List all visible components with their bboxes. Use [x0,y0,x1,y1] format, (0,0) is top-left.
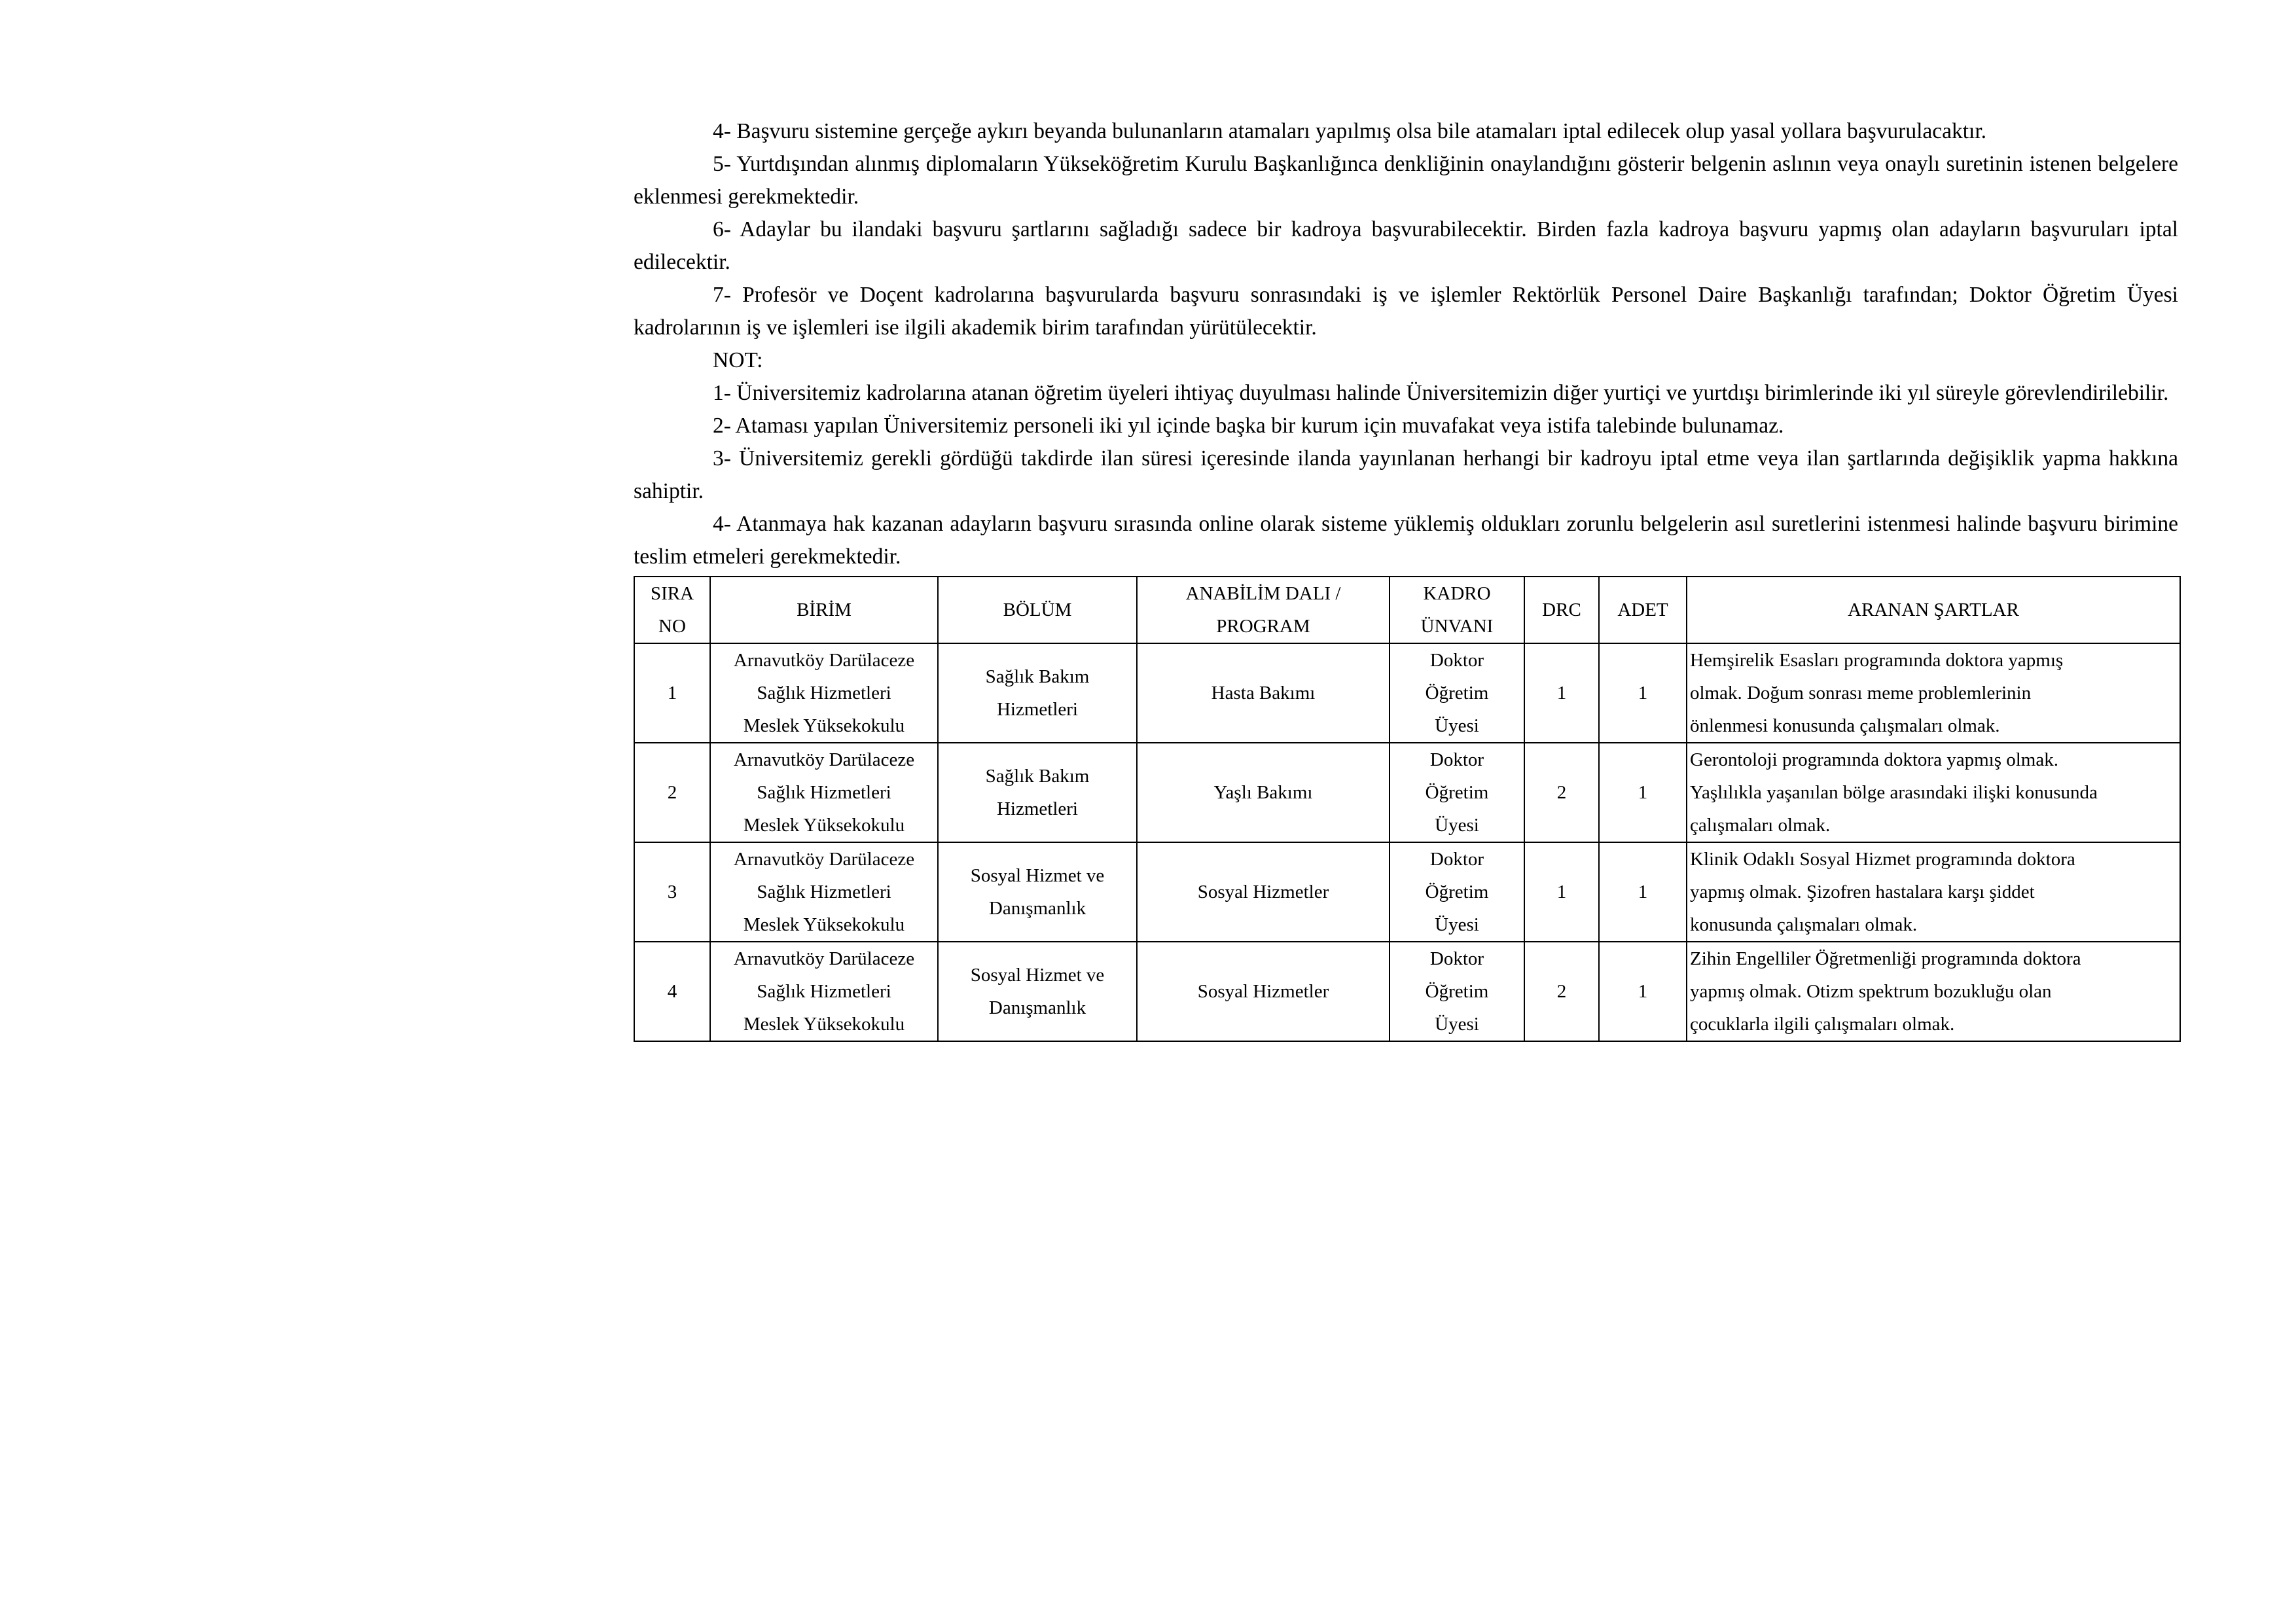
paragraph-item-5: 5- Yurtdışından alınmış diplomaların Yükseköğretim Kurulu Başkanlığınca denkliğinin onaylandığını gösterir belgenin aslının veya onaylı suretinin istenen belgelere eklenmesi gerekmektedir. [634,152,2178,209]
note-item-1: 1- Üniversitemiz kadrolarına atanan öğretim üyeleri ihtiyaç duyulması halinde Üniversitemizin diğer yurtiçi ve yurtdışı birimlerinde iki yıl süreyle görevlendirilebilir. [713,381,2169,405]
cell-birim: Arnavutköy Darülaceze Sağlık Hizmetleri Meslek Yüksekokulu [710,942,938,1041]
cell-unvan: Doktor Öğretim Üyesi [1390,743,1524,842]
cell-bolum: Sağlık Bakım Hizmetleri [938,643,1137,743]
cell-program: Hasta Bakımı [1137,643,1390,743]
header-aranan-sartlar: ARANAN ŞARTLAR [1687,577,2180,643]
table-row [634,842,2180,942]
note-item-2: 2- Ataması yapılan Üniversitemiz personeli iki yıl içinde başka bir kurum için muvafakat veya istifa talebinde bulunamaz. [713,414,1784,438]
position-table [634,576,2181,1042]
cell-aranan-sartlar: Gerontoloji programında doktora yapmış olmak. Yaşlılıkla yaşanılan bölge arasındaki ilişki konusunda çalışmaları olmak. [1687,743,2180,842]
note-item-3: 3- Üniversitemiz gerekli gördüğü takdirde ilan süresi içeresinde ilanda yayınlanan herhangi bir kadroyu iptal etme veya ilan şartlarında değişiklik yapma hakkına sahiptir. [634,446,2178,503]
cell-birim: Arnavutköy Darülaceze Sağlık Hizmetleri Meslek Yüksekokulu [710,842,938,942]
note-heading: NOT: [713,348,763,372]
cell-sira: 4 [634,942,710,1041]
header-birim: BİRİM [710,577,938,643]
table-row [634,643,2180,743]
table-header-row [634,577,2180,643]
table-row [634,942,2180,1041]
cell-program: Sosyal Hizmetler [1137,842,1390,942]
cell-unvan: Doktor Öğretim Üyesi [1390,842,1524,942]
cell-aranan-sartlar: Klinik Odaklı Sosyal Hizmet programında doktora yapmış olmak. Şizofren hastalara karşı şiddet konusunda çalışmaları olmak. [1687,842,2180,942]
cell-adet: 1 [1599,842,1687,942]
header-adet: ADET [1599,577,1687,643]
header-sira-no: SIRA NO [634,577,710,643]
cell-aranan-sartlar: Zihin Engelliler Öğretmenliği programında doktora yapmış olmak. Otizm spektrum bozukluğu olan çocuklarla ilgili çalışmaları olmak. [1687,942,2180,1041]
cell-bolum: Sosyal Hizmet ve Danışmanlık [938,842,1137,942]
cell-birim: Arnavutköy Darülaceze Sağlık Hizmetleri Meslek Yüksekokulu [710,643,938,743]
cell-unvan: Doktor Öğretim Üyesi [1390,942,1524,1041]
cell-bolum: Sağlık Bakım Hizmetleri [938,743,1137,842]
paragraph-item-4: 4- Başvuru sistemine gerçeğe aykırı beyanda bulunanların atamaları yapılmış olsa bile atamaları iptal edilecek olup yasal yollara başvurulacaktır. [713,119,1987,143]
cell-bolum: Sosyal Hizmet ve Danışmanlık [938,942,1137,1041]
header-kadro-unvani: KADRO ÜNVANI [1390,577,1524,643]
cell-sira: 1 [634,643,710,743]
cell-drc: 1 [1524,842,1599,942]
cell-program: Sosyal Hizmetler [1137,942,1390,1041]
table-row [634,743,2180,842]
cell-birim: Arnavutköy Darülaceze Sağlık Hizmetleri Meslek Yüksekokulu [710,743,938,842]
cell-adet: 1 [1599,942,1687,1041]
cell-drc: 2 [1524,743,1599,842]
cell-adet: 1 [1599,643,1687,743]
header-anabilim-dali: ANABİLİM DALI / PROGRAM [1137,577,1390,643]
note-item-4: 4- Atanmaya hak kazanan adayların başvuru sırasında online olarak sisteme yüklemiş oldukları zorunlu belgelerin asıl suretlerini istenmesi halinde başvuru birimine teslim etmeleri gerekmektedir. [634,512,2178,569]
paragraph-item-7: 7- Profesör ve Doçent kadrolarına başvurularda başvuru sonrasındaki iş ve işlemler Rektörlük Personel Daire Başkanlığı tarafından; Doktor Öğretim Üyesi kadrolarının iş ve işlemleri ise ilgili akademik birim tarafından yürütülecektir. [634,283,2178,340]
cell-unvan: Doktor Öğretim Üyesi [1390,643,1524,743]
cell-drc: 1 [1524,643,1599,743]
cell-sira: 3 [634,842,710,942]
cell-drc: 2 [1524,942,1599,1041]
header-bolum: BÖLÜM [938,577,1137,643]
cell-adet: 1 [1599,743,1687,842]
paragraph-item-6: 6- Adaylar bu ilandaki başvuru şartlarını sağladığı sadece bir kadroya başvurabilecektir. Birden fazla kadroya başvuru yapmış olan adayların başvuruları iptal edilecektir. [634,217,2178,274]
cell-sira: 2 [634,743,710,842]
header-drc: DRC [1524,577,1599,643]
cell-program: Yaşlı Bakımı [1137,743,1390,842]
document-body [634,115,2178,1042]
cell-aranan-sartlar: Hemşirelik Esasları programında doktora yapmış olmak. Doğum sonrası meme problemlerinin önlenmesi konusunda çalışmaları olmak. [1687,643,2180,743]
